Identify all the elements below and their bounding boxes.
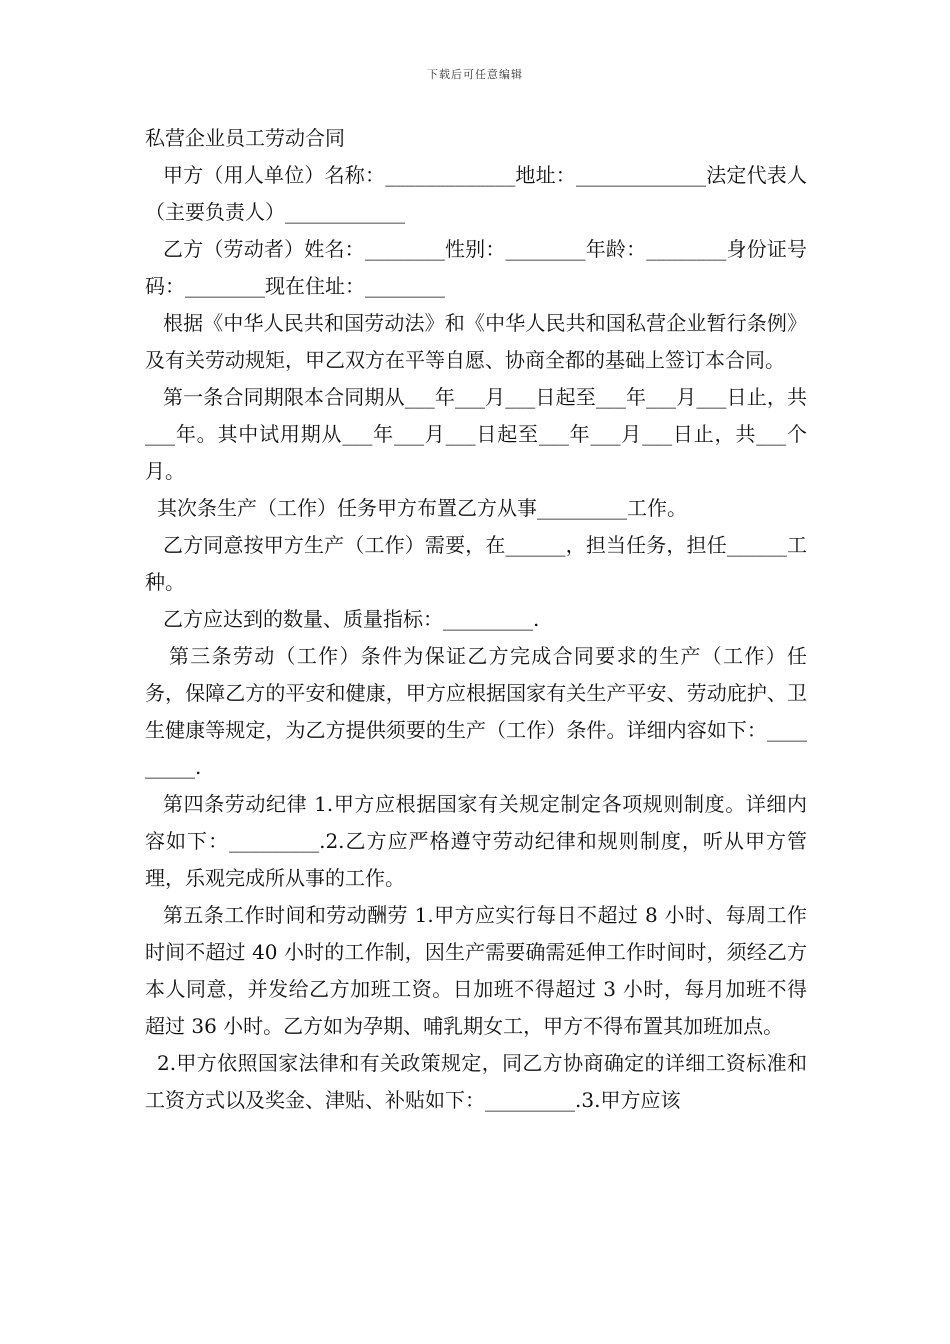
paragraph-article-1: 第一条合同期限本合同期从___年___月___日起至___年___月___日止，共___年。其中试用期从___年___月___日起至___年___月___日止，共___个月。 xyxy=(145,385,807,483)
paragraph-party-a: 甲方（用人单位）名称：_____________地址：_____________法定代表人（主要负责人）____________ xyxy=(145,163,807,224)
contract-title: 私营企业员工劳动合同 xyxy=(145,126,345,150)
paragraph-article-3: 第三条劳动（工作）条件为保证乙方完成合同要求的生产（工作）任务，保障乙方的平安和健康，甲方应根据国家有关生产平安、劳动庇护、卫生健康等规定，为乙方提供须要的生产（工作）条件。详细内容如下：_________. xyxy=(145,644,807,779)
header-note: 下载后可任意编辑 xyxy=(427,68,523,81)
paragraph-party-b: 乙方（劳动者）姓名：________性别：________年龄：________身份证号码：________现在住址：________ xyxy=(145,237,807,298)
contract-body xyxy=(145,120,807,1119)
paragraph-article-5-wages: 2.甲方依照国家法律和有关政策规定，同乙方协商确定的详细工资标准和工资方式以及奖金、津贴、补贴如下：_________.3.甲方应该 xyxy=(145,1051,807,1112)
paragraph-basis: 根据《中华人民共和国劳动法》和《中华人民共和国私营企业暂行条例》及有关劳动规矩，甲乙双方在平等自愿、协商全都的基础上签订本合同。 xyxy=(145,311,807,372)
paragraph-article-2-quota: 乙方应达到的数量、质量指标：_________. xyxy=(163,607,540,631)
paragraph-article-2-task: 乙方同意按甲方生产（工作）需要，在______，担当任务，担任______工种。 xyxy=(145,533,807,594)
paragraph-article-5: 第五条工作时间和劳动酬劳 1.甲方应实行每日不超过 8 小时、每周工作时间不超过 40 小时的工作制，因生产需要确需延伸工作时间时，须经乙方本人同意，并发给乙方加班工资。日加班不得超过 3 小时，每月加班不得超过 36 小时。乙方如为孕期、哺乳期女工，甲方不得布置其加班加点。 xyxy=(145,903,807,1038)
paragraph-article-4: 第四条劳动纪律 1.甲方应根据国家有关规定制定各项规则制度。详细内容如下：_________.2.乙方应严格遵守劳动纪律和规则制度，听从甲方管理，乐观完成所从事的工作。 xyxy=(145,792,807,890)
paragraph-article-2: 其次条生产（工作）任务甲方布置乙方从事_________工作。 xyxy=(157,496,687,520)
